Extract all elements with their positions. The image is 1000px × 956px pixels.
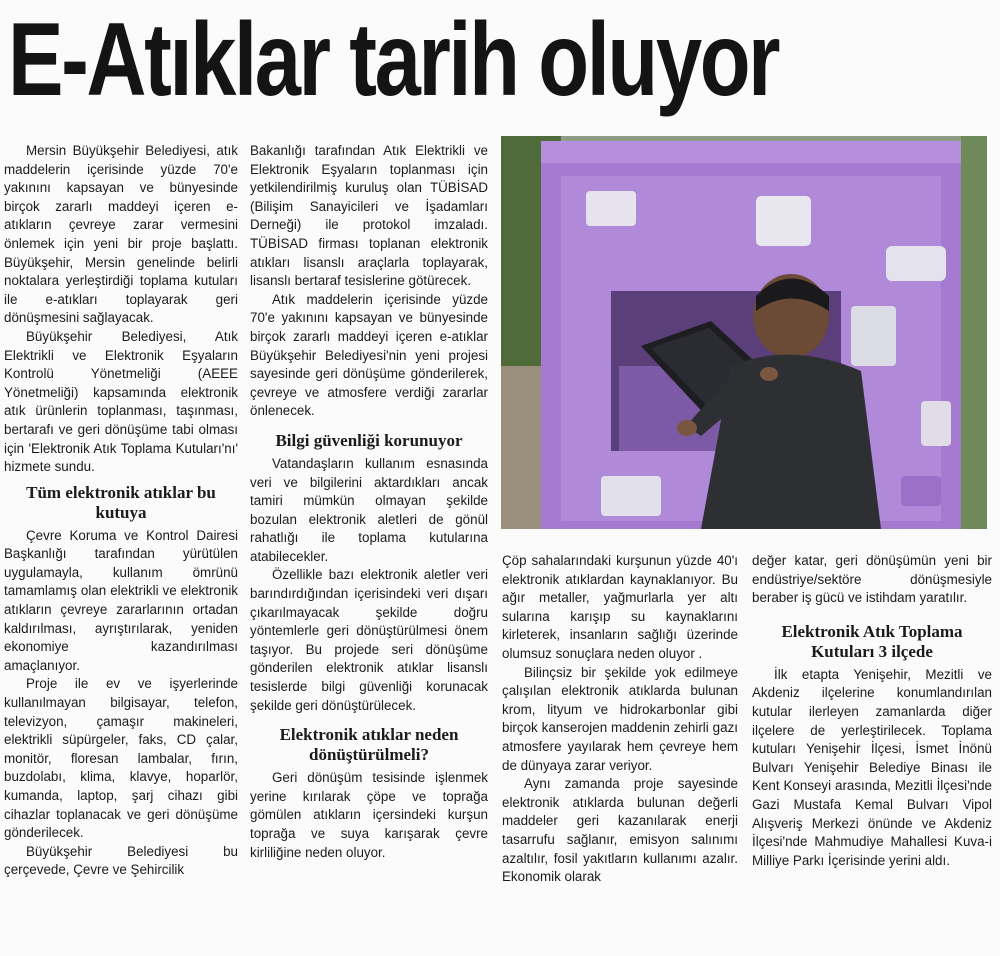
subheading: Bilgi güvenliği korunuyor [275, 430, 463, 450]
column-4 [752, 552, 992, 870]
phone-icon [921, 401, 951, 446]
paragraph: Büyükşehir Belediyesi bu çerçevede, Çevre ve Şehircilik [4, 843, 238, 878]
e-waste-box-illustration [501, 136, 987, 529]
keyboard-icon [886, 246, 946, 281]
box-top [541, 141, 961, 163]
paragraph: Çöp sahalarındaki kurşunun yüzde 40'ı elektronik atıklardan kaynaklanıyor. Bu ağır metaller, yağmurlarla yer altı sularına karışıp su kaynaklarını kirleterek, insanların sağlığı üzerinde olumsuz sonuçlara neden oluyor . [502, 553, 738, 661]
paragraph: Büyükşehir Belediyesi, Atık Elektrikli ve Elektronik Eşyaların Kontrolü Yönetmeliği (AEEE Yönetmeliği) kapsamında elektronik atık ürünlerin toplanması, taşınması, bertarafı ve geri dönüşüme tabi olması için 'Elektronik Atık Toplama Kutuları'nı' hizmete sundu. [4, 328, 238, 475]
paragraph: Özellikle bazı elektronik aletler veri barındırdığından içerisindeki veri dışarı çıkarılmayacak şekilde doğru yöntemlerle geri dönüştürülmesi önem taşıyor. Bu projede seri dönüşüme gönderilen elektronik atıklar lisanslı tesislerde bilgi güvenliği korunacak şekilde geri dönüştürülecek. [250, 567, 488, 713]
headline: E-Atıklar tarih oluyor [8, 2, 779, 118]
news-photo [501, 136, 987, 529]
paragraph: değer katar, geri dönüşümün yeni bir endüstriye/sektöre dönüşmesiyle beraber iş gücü ve istihdam yaratılır. [752, 553, 992, 606]
column-2 [250, 142, 488, 862]
monitor-icon [851, 306, 896, 366]
laptop-icon [601, 476, 661, 516]
paragraph: Mersin Büyükşehir Belediyesi, atık maddelerin içerisinde yüzde 70'e yakınını kapsayan ve bünyesinde birçok zararlı maddeyi içeren e- atıkların çevreye zarar vermesini önlemek için yeni bir proje başlattı. Büyükşehir, Mersin genelinde belirli noktalara yerleştirdiği toplama kutuları ile e-atıkları toplayarak geri dönüşmesini sağlayacak. [4, 143, 238, 326]
subheading: Elektronik Atık Toplama Kutuları 3 ilçede [781, 621, 963, 661]
tree-right [961, 136, 987, 529]
column-1 [4, 142, 238, 880]
paragraph: Bakanlığı tarafından Atık Elektrikli ve Elektronik Eşyaların toplanması için yetkilendirilmiş kuruluş olan TÜBİSAD (Bilişim Sanayicileri ve İşadamları Derneği) ile protokol imzaladı. TÜBİSAD firması toplanan elektronik atıkları lisanslı araçlarla toplayarak, lisanslı bertaraf tesislerine götürecek. [250, 143, 488, 289]
subheading: Elektronik atıklar neden dönüştürülmeli? [279, 725, 459, 765]
subheading: Tüm elektronik atıklar bu kutuya [26, 482, 216, 522]
printer-icon [756, 196, 811, 246]
person-hand [677, 420, 697, 436]
paragraph: İlk etapta Yenişehir, Mezitli ve Akdeniz ilçelerine konumlandırılan kutular ilerleyen zamanlarda diğer ilçelere de yerleştirilecek. Toplama kutuları Yenişehir İlçesi, İsmet İnönü Bulvarı Yenişehir Belediye Binası ile Kent Konseyi arasında, Mezitli İlçesi'nde Gazi Mustafa Kemal Bulvarı Vipol Alışveriş Merkezi önünde ve Akdeniz İlçesi'nde Mahmudiye Mahallesi Kuva-i Milliye Parkı İçerisinde yerini aldı. [752, 666, 992, 868]
paragraph: Proje ile ev ve işyerlerinde kullanılmayan bilgisayar, telefon, televizyon, çamaşır makineleri, elektrikli süpürgeler, faks, CD çalar, monitör, floresan lambalar, fırın, buzdolabı, klima, klavye, hoparlör, kumanda, laptop, şarj cihazı gibi cihazlar toplanacak ve geri dönüşüme gönderilecek. [4, 676, 238, 841]
column-3 [502, 552, 738, 887]
radio-icon [586, 191, 636, 226]
paragraph: Bilinçsiz bir şekilde yok edilmeye çalışılan elektronik atıklarda bulunan krom, lityum ve hidrokarbonlar gibi birçok kanserojen maddenin zehirli gazı atmosfere yayılarak hem çevreye hem de dünyaya zarar veriyor. [502, 664, 738, 773]
paragraph: Geri dönüşüm tesisinde işlenmek yerine kırılarak çöpe ve toprağa gömülen atıkların içersindeki kurşun toprağa ve suya karışarak çevre kirliliğine neden oluyor. [250, 770, 488, 860]
paragraph: Çevre Koruma ve Kontrol Dairesi Başkanlığı tarafından yürütülen uygulamayla, kullanım ömrünü tamamlamış olan elektrikli ve elektronik atıkların çevreye zararlarının ortadan kaldırılması, ayrıştırılarak, yeniden ekonomiye kazandırılması amaçlanıyor. [4, 527, 238, 673]
paragraph: Aynı zamanda proje sayesinde elektronik atıklarda bulunan değerli maddeler geri kazanılarak enerji tasarrufu sağlanır, emisyon salınımı azaltılır, fosil yakıtların kullanımı azalır. Ekonomik olarak [502, 776, 738, 885]
paragraph: Vatandaşların kullanım esnasında veri ve bilgilerini aktardıkları ancak tamiri mümkün olmayan şekilde bozulan elektronik aletleri de gönül rahatlığı ile toplama kutularına atabilecekler. [250, 455, 488, 564]
person-hand [760, 367, 778, 381]
paragraph: Atık maddelerin içerisinde yüzde 70'e yakınını kapsayan ve bünyesinde birçok zararlı maddeyi içeren e-atıklar Büyükşehir Belediyesi'nin yeni projesi sayesinde geri dönüşüme gönderilerek, çevreye ve atmosfere verdiği zararlar önlenecek. [250, 291, 488, 419]
slot [901, 476, 941, 506]
